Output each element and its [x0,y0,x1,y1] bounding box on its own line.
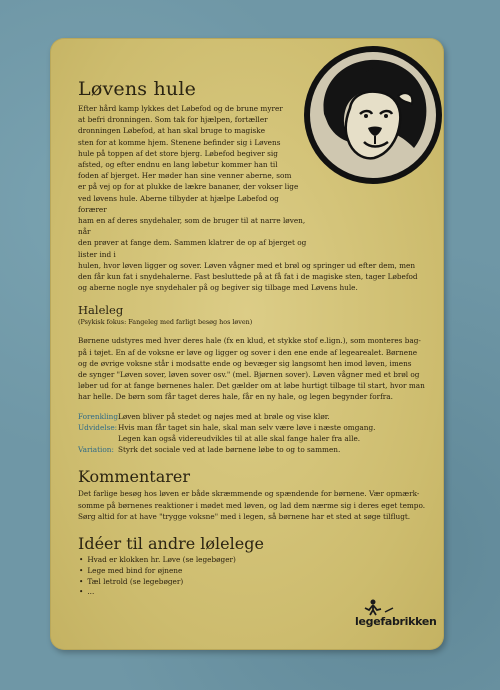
story-line: den prøver at fange dem. Sammen klatrer de op af bjerget og lister ind i [78,238,307,259]
story-line: er på vej op for at plukke de lækre bananer, der vokser lige [78,182,299,192]
comment-line: Sørg altid for at have "trygge voksne" med i legen, så børnene har et sted at søge tilflugt. [78,511,411,521]
variation-label: Udvidelse: [78,422,118,432]
ideas-title: Idéer til andre lølelege [78,534,264,554]
game-line: Børnene udstyres med hver deres hale (fx en klud, et stykke stof e.lign.), som monteres bag- [78,336,421,346]
comment-line: somme på børnenes reaktioner i mødet med løven, og lad dem nærme sig i deres eget tempo. [78,500,426,510]
game-title: Haleleg [78,303,124,318]
list-item: • Hvad er klokken hr. Løve (se legebøger) [88,555,430,566]
list-item: • Tæl letrold (se legebøger) [88,577,430,588]
variation-text: Styrk det sociale ved at lade børnene løbe to og to sammen. [118,445,341,455]
content [78,78,430,598]
game-line: på i tøjet. En af de voksne er løve og ligger og sover i den ene ende af legearealet. Børnene [78,347,418,357]
comment-line: Det farlige besøg hos løven er både skræmmende og spændende for børnene. Vær opmærk- [78,489,420,499]
story-line: den får kun fat i snydehalerne. Fast besluttede på at få fat i de magiske sten, tager Løbefod [78,272,418,282]
variations-list [78,411,430,456]
ideas-list [78,555,430,598]
story-line: Efter hård kamp lykkes det Løbefod og de brune myrer [78,104,283,113]
story-line: at befri dronningen. Som tak for hjælpen, fortæller [78,115,268,125]
page-title: Løvens hule [78,78,197,100]
variation-text: Løven bliver på stedet og nøjes med at brøle og vise klør. [118,411,330,421]
story-line: og aberne nogle nye snydehaler på og begiver sig tilbage med Løvens hule. [78,283,358,293]
variation-row [78,422,430,433]
comments-text [78,488,430,522]
story-line: dronningen Løbefod, at han skal bruge to magiske [78,126,266,136]
list-item: • Lege med bind for øjnene [88,566,430,577]
logo-figures-icon [363,598,441,616]
variation-text: Hvis man får taget sin hale, skal man selv være løve i næste omgang. [118,422,376,432]
variation-label: Variation: [78,445,114,455]
story-line: ved løvens hule. Aberne tilbyder at hjælpe Løbefod og forærer [78,193,279,214]
story-line: afsted, og efter endnu en lang løbetur kommer han til [78,160,278,170]
variation-row [78,444,430,455]
game-line: de synger "Løven sover, løven sover osv." (mel. Bjørnen sover). Løven vågner med et brøl og [78,370,420,380]
game-subtitle: (Psykisk fokus: Fangeleg med farligt besøg hos løven) [78,318,253,327]
story-line: foden af bjerget. Her møder han sine venner aberne, som [78,171,292,181]
legefabrikken-logo [355,598,437,628]
comments-title: Kommentarer [78,467,191,487]
game-line: løber ud for at fange børnenes haler. Det gælder om at løbe hurtigt tilbage til start, hvor man [78,381,425,391]
variation-text: Legen kan også videreudvikles til at alle skal fange haler fra alle. [118,434,361,444]
story-line: sten for at komme hjem. Stenene befinder sig i Løvens [78,137,281,147]
game-line: og de øvrige voksne står i modsatte ende og bevæger sig langsomt hen imod løven, imens [78,358,412,368]
game-line: har helle. De børn som får taget deres hale, får en ny hale, og legen begynder forfra. [78,392,393,402]
story-text-wide [78,260,430,294]
list-item: • ... [88,587,430,598]
variation-label [78,433,118,444]
story-line: ham en af deres snydehaler, som de bruger til at narre løven, når [78,216,306,237]
logo-text: legefabrikken [355,615,437,628]
variation-row [78,411,430,422]
story-line: hulen, hvor løven ligger og sover. Løven vågner med et brøl og springer ud efter dem, men [78,260,416,270]
variation-label: Forenkling: [78,411,121,421]
story-line: hule på toppen af det store bjerg. Løbefod begiver sig [78,148,278,158]
variation-row [78,433,430,444]
game-description [78,335,430,402]
story-text [78,103,308,260]
